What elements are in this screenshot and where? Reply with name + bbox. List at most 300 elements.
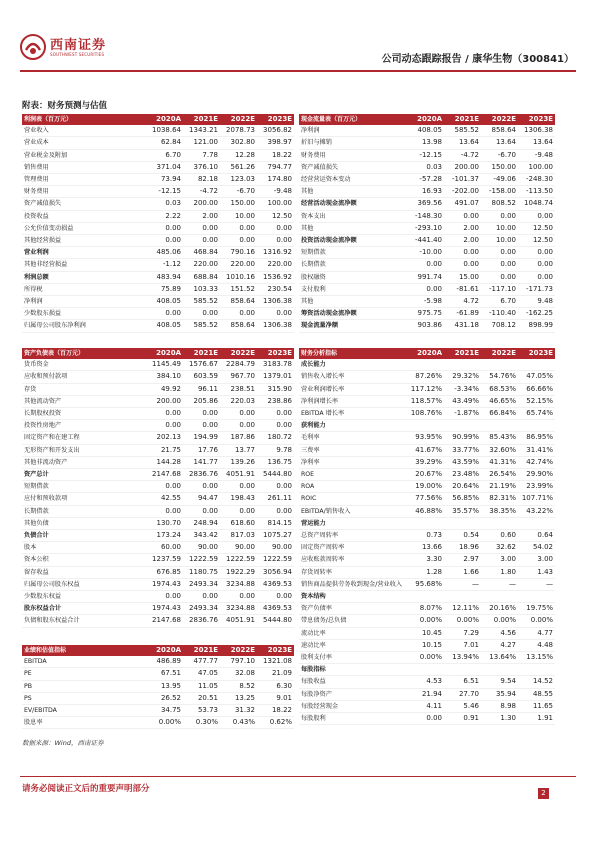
table-row [299, 271, 555, 283]
cell-value: 4.77 [518, 627, 555, 639]
table-row [22, 125, 294, 137]
row-label: 毛利率 [299, 432, 407, 444]
row-label: EV/EBITDA [22, 705, 146, 717]
table-row [22, 591, 294, 603]
table-row [22, 137, 294, 149]
cell-value: 1536.92 [257, 271, 294, 283]
row-label: PB [22, 680, 146, 692]
cell-value: 2.22 [146, 210, 183, 222]
cell-value: 65.74% [518, 408, 555, 420]
table-title-cell: 现金流量表（百万元） [299, 114, 407, 125]
row-label: 长期借款 [22, 505, 146, 517]
cell-value: 2836.76 [183, 615, 220, 627]
table-title-cell: 财务分析指标 [299, 348, 407, 359]
table-row [22, 359, 294, 371]
cell-value [518, 664, 555, 676]
cell-value: -49.06 [481, 174, 518, 186]
cell-value: 0.30% [183, 717, 220, 729]
table-header-row [22, 348, 294, 359]
cell-value: 20.51 [183, 692, 220, 704]
cell-value: 4369.53 [257, 603, 294, 615]
table-row [299, 125, 555, 137]
cell-value: 43.22% [518, 505, 555, 517]
cell-value: 3.30 [407, 554, 444, 566]
table-row [299, 615, 555, 627]
cell-value: -12.15 [146, 186, 183, 198]
table-row [299, 566, 555, 578]
table-row [22, 656, 294, 668]
cell-value: 198.43 [220, 493, 257, 505]
table-row [22, 505, 294, 517]
cell-value: 0.00 [257, 420, 294, 432]
cell-value: 3183.78 [257, 359, 294, 371]
cell-value [407, 517, 444, 529]
cell-value: 2.00 [444, 235, 481, 247]
cell-value: 141.77 [183, 456, 220, 468]
cell-value [444, 517, 481, 529]
cell-value [407, 664, 444, 676]
row-label: 资本公积 [22, 554, 146, 566]
cell-value: 205.86 [183, 395, 220, 407]
cell-value: 230.54 [257, 283, 294, 295]
table-row [299, 359, 555, 371]
cell-value: 13.15% [518, 652, 555, 664]
table-row [22, 320, 294, 332]
cell-value: 0.00 [146, 420, 183, 432]
cell-value: 3234.88 [220, 578, 257, 590]
row-label: PE [22, 668, 146, 680]
cell-value: 4.48 [518, 639, 555, 651]
table-row [299, 530, 555, 542]
cell-value: 0.00 [146, 222, 183, 234]
table-row [299, 174, 555, 186]
cell-value: 1343.21 [183, 125, 220, 137]
cell-value: -4.72 [183, 186, 220, 198]
cell-value: 0.00 [407, 713, 444, 725]
cell-value: 26.54% [481, 469, 518, 481]
cell-value: 26.52 [146, 692, 183, 704]
row-label: 营业收入 [22, 125, 146, 137]
cell-value: 118.57% [407, 395, 444, 407]
row-label: EBITDA [22, 656, 146, 668]
row-label: 销售商品提供劳务收到现金/营业收入 [299, 578, 407, 590]
row-label: 短期借款 [299, 247, 407, 259]
table-row [299, 505, 555, 517]
cell-value: 0.00 [146, 505, 183, 517]
cell-value: 991.74 [407, 271, 444, 283]
table-row [299, 542, 555, 554]
table-row [299, 383, 555, 395]
cell-value: 21.19% [481, 481, 518, 493]
cell-value: 10.15 [407, 639, 444, 651]
cell-value: 1222.59 [220, 554, 257, 566]
cell-value: 200.00 [444, 161, 481, 173]
cell-value: 35.94 [481, 688, 518, 700]
cell-value: 0.00% [407, 615, 444, 627]
cell-value: 136.75 [257, 456, 294, 468]
table-row [299, 639, 555, 651]
cell-value: 100.00 [257, 198, 294, 210]
cell-value: 261.11 [257, 493, 294, 505]
row-label: PS [22, 692, 146, 704]
cell-value: 150.00 [481, 161, 518, 173]
cell-value: 0.00 [183, 591, 220, 603]
table-row [22, 615, 294, 627]
cell-value: 85.43% [481, 432, 518, 444]
cell-value: 9.54 [481, 676, 518, 688]
cell-value: 1.80 [481, 566, 518, 578]
column-header: 2020A [146, 645, 183, 656]
row-label: 其他 [299, 296, 407, 308]
cell-value: 29.32% [444, 371, 481, 383]
table-row [299, 408, 555, 420]
row-label: 资产减值损失 [22, 198, 146, 210]
cell-value: -4.72 [444, 149, 481, 161]
table-row [22, 469, 294, 481]
cell-value: 7.78 [183, 149, 220, 161]
cell-value: 858.64 [220, 320, 257, 332]
cell-value: 93.95% [407, 432, 444, 444]
cell-value: 8.52 [220, 680, 257, 692]
row-label: 三费率 [299, 444, 407, 456]
cell-value: 13.25 [220, 692, 257, 704]
table-row [22, 705, 294, 717]
table-row [22, 149, 294, 161]
row-label: 无形资产和开发支出 [22, 444, 146, 456]
cell-value: 108.76% [407, 408, 444, 420]
cashflow-table [299, 114, 555, 333]
row-label: 营运能力 [299, 517, 407, 529]
cell-value: 151.52 [220, 283, 257, 295]
cell-value: — [481, 578, 518, 590]
cell-value: 302.80 [220, 137, 257, 149]
cell-value: 0.03 [146, 198, 183, 210]
cell-value: 1.66 [444, 566, 481, 578]
cell-value: 858.64 [220, 296, 257, 308]
cell-value: 3.00 [481, 554, 518, 566]
cell-value: 0.00 [220, 222, 257, 234]
table-row [22, 542, 294, 554]
row-label: 股东权益合计 [22, 603, 146, 615]
cell-value: 95.68% [407, 578, 444, 590]
cell-value: 0.60 [481, 530, 518, 542]
table-row [299, 137, 555, 149]
cell-value: 483.94 [146, 271, 183, 283]
table-row [299, 664, 555, 676]
cell-value: 32.60% [481, 444, 518, 456]
cell-value: -171.73 [518, 283, 555, 295]
cell-value: 13.66 [407, 542, 444, 554]
cell-value: -101.37 [444, 174, 481, 186]
cell-value: 0.64 [518, 530, 555, 542]
cell-value: 408.05 [146, 296, 183, 308]
row-label: 少数股东权益 [22, 591, 146, 603]
cell-value: -148.30 [407, 210, 444, 222]
cell-value [407, 591, 444, 603]
cell-value: 1306.38 [257, 296, 294, 308]
cell-value: -5.98 [407, 296, 444, 308]
cell-value: 6.30 [257, 680, 294, 692]
row-label: 固定资产周转率 [299, 542, 407, 554]
cell-value: 371.04 [146, 161, 183, 173]
cell-value: 0.00 [146, 235, 183, 247]
cell-value: 6.70 [146, 149, 183, 161]
cell-value: 0.00 [220, 505, 257, 517]
cell-value: 82.18 [183, 174, 220, 186]
cell-value: 4.53 [407, 676, 444, 688]
table-row [299, 432, 555, 444]
table-row [22, 692, 294, 704]
cell-value: 0.62% [257, 717, 294, 729]
cell-value [481, 664, 518, 676]
cell-value: 343.42 [183, 530, 220, 542]
cell-value [407, 420, 444, 432]
cell-value: 1145.49 [146, 359, 183, 371]
cell-value: 10.00 [481, 222, 518, 234]
cell-value: 0.00 [518, 247, 555, 259]
column-header: 2020A [146, 348, 183, 359]
row-label: 流动比率 [299, 627, 407, 639]
row-label: 长期借款 [299, 259, 407, 271]
cell-value: 87.26% [407, 371, 444, 383]
row-label: 短期借款 [22, 481, 146, 493]
cell-value: 0.73 [407, 530, 444, 542]
table-row [299, 235, 555, 247]
table-row [299, 493, 555, 505]
cell-value: 20.64% [444, 481, 481, 493]
cell-value: 4.27 [481, 639, 518, 651]
cell-value: 0.00 [407, 259, 444, 271]
cell-value: 0.00 [183, 408, 220, 420]
column-header: 2023E [518, 348, 555, 359]
table-row [22, 432, 294, 444]
table-row [22, 259, 294, 271]
cell-value [518, 420, 555, 432]
cell-value: 1379.01 [257, 371, 294, 383]
row-label: 销售收入增长率 [299, 371, 407, 383]
row-label: 其他 [299, 186, 407, 198]
cell-value: 200.00 [146, 395, 183, 407]
cell-value: 9.48 [518, 296, 555, 308]
cell-value: 0.00 [220, 408, 257, 420]
cell-value: 48.55 [518, 688, 555, 700]
cell-value: 967.70 [220, 371, 257, 383]
cell-value: 858.64 [481, 125, 518, 137]
cell-value: 0.00 [220, 481, 257, 493]
table-row [299, 444, 555, 456]
cell-value: 150.00 [220, 198, 257, 210]
row-label: 其他经营损益 [22, 235, 146, 247]
cell-value: 676.85 [146, 566, 183, 578]
cell-value: 33.77% [444, 444, 481, 456]
cell-value: 1075.27 [257, 530, 294, 542]
row-label: 资产总计 [22, 469, 146, 481]
cell-value: 2.00 [183, 210, 220, 222]
cell-value: 1237.59 [146, 554, 183, 566]
table-row [299, 713, 555, 725]
row-label: 应收账款周转率 [299, 554, 407, 566]
cell-value: 0.00 [518, 259, 555, 271]
row-label: 支付股利 [299, 283, 407, 295]
row-label: 归属母公司股东权益 [22, 578, 146, 590]
table-row [22, 603, 294, 615]
cell-value: 1222.59 [183, 554, 220, 566]
cell-value: -12.15 [407, 149, 444, 161]
column-header: 2020A [407, 348, 444, 359]
column-header: 2020A [146, 114, 183, 125]
row-label: 其他非流动资产 [22, 456, 146, 468]
cell-value: -248.30 [518, 174, 555, 186]
cell-value: 4.56 [481, 627, 518, 639]
row-label: 营业利润增长率 [299, 383, 407, 395]
cell-value: 431.18 [444, 320, 481, 332]
row-label: 货币资金 [22, 359, 146, 371]
cell-value: -9.48 [518, 149, 555, 161]
cell-value: -3.34% [444, 383, 481, 395]
cell-value: 220.03 [220, 395, 257, 407]
cell-value: 3234.88 [220, 603, 257, 615]
cell-value: 53.73 [183, 705, 220, 717]
cell-value: 0.00 [183, 235, 220, 247]
cell-value: 10.45 [407, 627, 444, 639]
row-label: 应付和预收款项 [22, 493, 146, 505]
table-row [22, 554, 294, 566]
table-row [22, 308, 294, 320]
cell-value: 0.00% [444, 615, 481, 627]
cell-value: 0.00% [146, 717, 183, 729]
cell-value: 6.70 [481, 296, 518, 308]
cell-value: 9.01 [257, 692, 294, 704]
cell-value: 21.09 [257, 668, 294, 680]
cell-value: 794.77 [257, 161, 294, 173]
cell-value: 0.00 [220, 591, 257, 603]
cell-value: 77.56% [407, 493, 444, 505]
cell-value: 8.98 [481, 700, 518, 712]
row-label: 公允价值变动损益 [22, 222, 146, 234]
table-title-cell: 业绩和估值指标 [22, 645, 146, 656]
table-row [22, 247, 294, 259]
cell-value: 11.05 [183, 680, 220, 692]
row-label: 带息债务/总负债 [299, 615, 407, 627]
cell-value: 4.11 [407, 700, 444, 712]
page-header [20, 30, 576, 82]
cell-value: 31.41% [518, 444, 555, 456]
cell-value: 0.00 [518, 271, 555, 283]
row-label: ROIC [299, 493, 407, 505]
cell-value: -158.00 [481, 186, 518, 198]
cell-value: 898.99 [518, 320, 555, 332]
cell-value: 585.52 [183, 320, 220, 332]
cell-value: -9.48 [257, 186, 294, 198]
table-row [22, 271, 294, 283]
cell-value: 49.92 [146, 383, 183, 395]
cell-value: 4051.91 [220, 469, 257, 481]
cell-value: 0.00 [257, 481, 294, 493]
cell-value: 8.07% [407, 603, 444, 615]
cell-value: 42.55 [146, 493, 183, 505]
cell-value: 13.64 [518, 137, 555, 149]
cell-value: 56.85% [444, 493, 481, 505]
cell-value: 100.00 [518, 161, 555, 173]
cell-value: 0.00 [481, 259, 518, 271]
cell-value: 4051.91 [220, 615, 257, 627]
row-label: 存货周转率 [299, 566, 407, 578]
cell-value: 0.00 [146, 591, 183, 603]
cell-value: 123.03 [220, 174, 257, 186]
cell-value: 19.75% [518, 603, 555, 615]
cell-value: 0.00 [518, 210, 555, 222]
table-row [299, 296, 555, 308]
cell-value: 1576.67 [183, 359, 220, 371]
cell-value: 41.67% [407, 444, 444, 456]
column-header: 2020A [407, 114, 444, 125]
row-label: 每股指标 [299, 664, 407, 676]
table-row [22, 395, 294, 407]
cell-value: 0.00 [481, 210, 518, 222]
cell-value: 585.52 [183, 296, 220, 308]
table-row [299, 456, 555, 468]
cell-value: 39.29% [407, 456, 444, 468]
row-label: 资产负债率 [299, 603, 407, 615]
cell-value: 1048.74 [518, 198, 555, 210]
row-label: 资本支出 [299, 210, 407, 222]
cell-value: 11.65 [518, 700, 555, 712]
column-header: 2022E [220, 348, 257, 359]
cell-value: 17.76 [183, 444, 220, 456]
cell-value [444, 359, 481, 371]
table-row [22, 161, 294, 173]
cell-value: 90.00 [183, 542, 220, 554]
cell-value: 0.00 [444, 247, 481, 259]
row-label: 股息率 [22, 717, 146, 729]
cell-value: 2836.76 [183, 469, 220, 481]
table-header-row [299, 348, 555, 359]
cell-value: 0.00% [481, 615, 518, 627]
cell-value: -1.87% [444, 408, 481, 420]
row-label: 每股收益 [299, 676, 407, 688]
cell-value: 180.72 [257, 432, 294, 444]
row-label: 营业成本 [22, 137, 146, 149]
table-row [22, 210, 294, 222]
cell-value: -117.10 [481, 283, 518, 295]
row-label: 股本 [22, 542, 146, 554]
cell-value: 13.64% [481, 652, 518, 664]
cell-value: 194.99 [183, 432, 220, 444]
cell-value: 0.00 [220, 420, 257, 432]
cell-value: 0.00 [183, 420, 220, 432]
cell-value: 12.50 [518, 235, 555, 247]
table-row [299, 591, 555, 603]
row-label: 销售费用 [22, 161, 146, 173]
table-header-row [22, 114, 294, 125]
cell-value: 7.01 [444, 639, 481, 651]
cell-value: 1038.64 [146, 125, 183, 137]
table-row [299, 395, 555, 407]
column-header: 2021E [444, 114, 481, 125]
cell-value: 603.59 [183, 371, 220, 383]
cell-value: 19.00% [407, 481, 444, 493]
row-label: 每股净资产 [299, 688, 407, 700]
cell-value: -441.40 [407, 235, 444, 247]
cell-value: 2147.68 [146, 469, 183, 481]
cell-value: 43.59% [444, 456, 481, 468]
table-row [299, 186, 555, 198]
row-label: 净利润增长率 [299, 395, 407, 407]
cell-value: 0.00 [257, 591, 294, 603]
cell-value: 790.16 [220, 247, 257, 259]
cell-value: 0.00 [257, 235, 294, 247]
cell-value: 3.00 [518, 554, 555, 566]
